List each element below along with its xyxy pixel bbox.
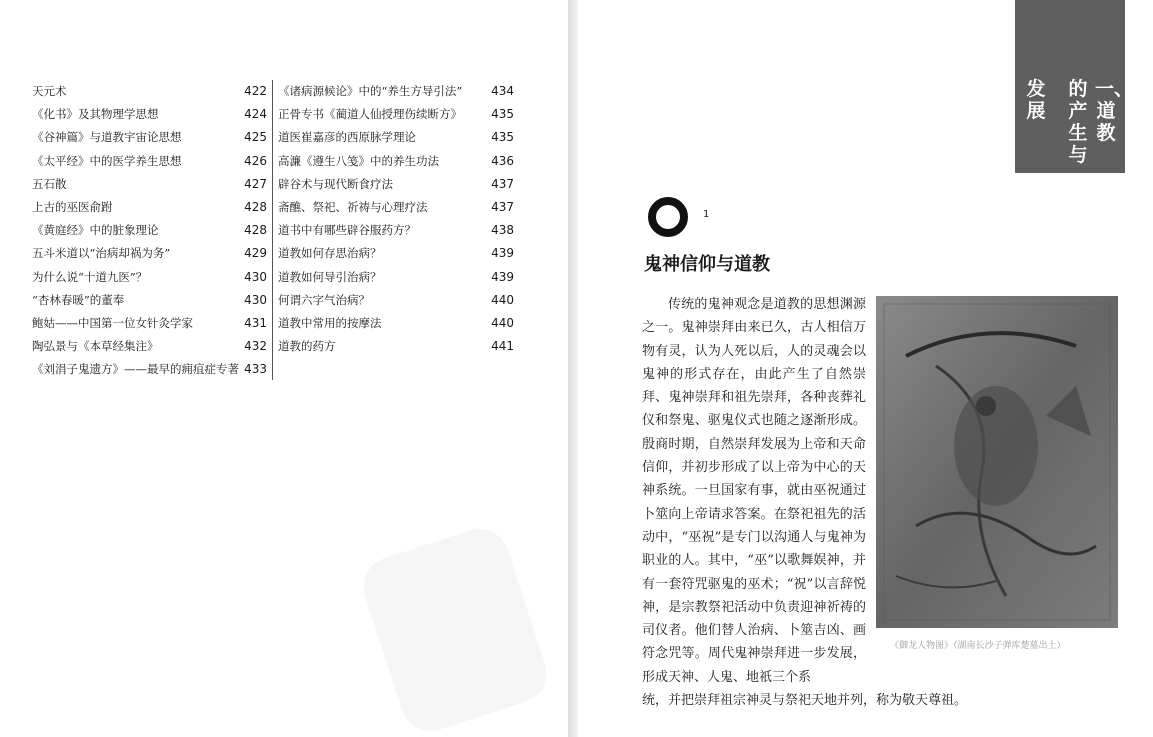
toc-entry-page-number: 430 — [244, 292, 267, 307]
toc-entry-page-number: 437 — [491, 176, 514, 191]
toc-entry-page-number: 426 — [244, 153, 267, 168]
toc-entry-page-number: 438 — [491, 223, 514, 238]
toc-entry-title: 《刘涓子鬼遗方》——最早的痈疽症专著 — [32, 362, 239, 377]
toc-entry — [32, 312, 267, 335]
body-text — [642, 293, 866, 689]
toc-entry-title: 《太平经》中的医学养生思想 — [32, 153, 182, 168]
toc-entry — [32, 150, 267, 173]
toc-entry-title: 《黄庭经》中的脏象理论 — [32, 223, 159, 238]
chapter-page — [578, 0, 1153, 737]
toc-entry — [278, 126, 514, 149]
toc-entry-title: 陶弘景与《本草经集注》 — [32, 339, 159, 354]
toc-entry-page-number: 436 — [491, 153, 514, 168]
toc-entry-title: 斋醮、祭祀、祈祷与心理疗法 — [278, 199, 428, 214]
toc-entry — [278, 266, 514, 289]
section-banner-line-1: 一、道教 — [1095, 78, 1134, 144]
toc-entry — [32, 173, 267, 196]
toc-entry — [278, 173, 514, 196]
toc-entry-page-number: 428 — [244, 223, 267, 238]
toc-entry — [32, 242, 267, 265]
toc-entry-page-number: 429 — [244, 246, 267, 261]
chapter-title: 鬼神信仰与道教 — [644, 254, 770, 275]
toc-entry-title: 五石散 — [32, 176, 67, 191]
toc-entry — [278, 80, 514, 103]
book-gutter — [568, 0, 578, 737]
toc-entry-title: 道教如何导引治病？ — [278, 269, 382, 284]
toc-entry-title: 鲍姑——中国第一位女针灸学家 — [32, 315, 193, 330]
body-last-line: 统，并把崇拜祖宗神灵与祭祀天地并列，称为敬天尊祖。 — [642, 693, 968, 708]
toc-entry — [278, 103, 514, 126]
toc-entry-title: 为什么说“十道九医”？ — [32, 269, 148, 284]
toc-entry — [278, 150, 514, 173]
toc-page — [0, 0, 568, 737]
toc-entry-page-number: 432 — [244, 339, 267, 354]
toc-entry — [32, 126, 267, 149]
toc-entry-page-number: 440 — [491, 292, 514, 307]
toc-entry — [32, 266, 267, 289]
toc-entry-page-number: 437 — [491, 199, 514, 214]
toc-entry-page-number: 427 — [244, 176, 267, 191]
toc-entry-title: 天元术 — [32, 84, 67, 98]
figure-caption: 《御龙人物图》（湖南长沙子弹库楚墓出土） — [890, 641, 1066, 651]
toc-entry-page-number: 425 — [244, 130, 267, 145]
watermark-stamp — [356, 521, 554, 737]
toc-entry-page-number: 439 — [491, 246, 514, 261]
toc-entry — [32, 103, 267, 126]
toc-entry — [32, 335, 267, 358]
toc-entry-page-number: 439 — [491, 269, 514, 284]
toc-entry-title: 辟谷术与现代断食疗法 — [278, 176, 393, 191]
toc-column-divider — [272, 80, 273, 380]
toc-entry — [278, 312, 514, 335]
toc-entry-page-number: 435 — [491, 130, 514, 145]
toc-entry-page-number: 422 — [244, 84, 267, 98]
toc-entry — [278, 196, 514, 219]
toc-entry — [278, 335, 514, 358]
toc-entry-title: 道教如何存思治病？ — [278, 246, 382, 261]
toc-entry-title: 道教的药方 — [278, 339, 336, 354]
section-banner — [1015, 0, 1134, 173]
toc-entry-page-number: 440 — [491, 315, 514, 330]
chapter-number: 1 — [703, 209, 710, 220]
toc-entry-title: 《诸病源候论》中的“养生方导引法” — [278, 84, 463, 98]
toc-entry-page-number: 428 — [244, 199, 267, 214]
toc-entry — [32, 196, 267, 219]
toc-entry — [278, 242, 514, 265]
toc-entry — [278, 289, 514, 312]
toc-column-right — [278, 80, 514, 358]
section-banner-line-3: 发展 — [1026, 78, 1046, 122]
toc-entry-page-number: 435 — [491, 107, 514, 122]
toc-entry — [32, 289, 267, 312]
toc-entry-page-number: 441 — [491, 339, 514, 354]
toc-entry-title: 道教中常用的按摩法 — [278, 315, 382, 330]
toc-entry-title: 《谷神篇》与道教宇宙论思想 — [32, 130, 182, 145]
toc-entry-title: 高濂《遵生八笺》中的养生功法 — [278, 153, 439, 168]
toc-entry-title: 五斗米道以“治病却祸为务” — [32, 246, 171, 261]
chapter-ring-icon — [648, 197, 688, 237]
section-banner-line-2: 的产生与 — [1068, 78, 1088, 166]
toc-entry-page-number: 434 — [491, 84, 514, 98]
toc-column-left — [32, 80, 267, 381]
toc-entry-page-number: 431 — [244, 315, 267, 330]
toc-entry — [32, 80, 267, 103]
toc-entry-title: 上古的巫医俞跗 — [32, 199, 113, 214]
toc-entry — [32, 219, 267, 242]
toc-entry-title: 道医崔嘉彦的西原脉学理论 — [278, 130, 416, 145]
toc-entry — [32, 358, 267, 381]
toc-entry-title: “杏林春暖”的董奉 — [32, 292, 125, 307]
painting-illustration — [876, 296, 1118, 628]
toc-entry-title: 道书中有哪些辟谷服药方？ — [278, 223, 416, 238]
toc-entry-page-number: 430 — [244, 269, 267, 284]
toc-entry-page-number: 433 — [244, 362, 267, 377]
toc-entry-title: 《化书》及其物理学思想 — [32, 107, 159, 122]
toc-entry-page-number: 424 — [244, 107, 267, 122]
toc-entry-title: 正骨专书《蔺道人仙授理伤续断方》 — [278, 107, 462, 122]
body-paragraph: 传统的鬼神观念是道教的思想渊源之一。鬼神崇拜由来已久，古人相信万物有灵，认为人死以后，人的灵魂会以鬼神的形式存在，由此产生了自然崇拜、鬼神崇拜和祖先崇拜，各种丧葬礼仪和祭鬼、驱鬼仪式也随之逐渐形成。殷商时期，自然崇拜发展为上帝和天命信仰，并初步形成了以上帝为中心的天神系统。一旦国家有事，就由巫祝通过卜筮向上帝请求答案。在祭祀祖先的活动中，“巫祝”是专门以沟通人与鬼神为职业的人。其中，“巫”以歌舞娱神，并有一套符咒驱鬼的巫术；“祝”以言辞悦神，是宗教祭祀活动中负责迎神祈祷的司仪者。他们替人治病、卜筮吉凶、画符念咒等。周代鬼神崇拜进一步发展，形成天神、人鬼、地祇三个系 — [642, 297, 866, 685]
toc-entry-title: 何谓六字气治病？ — [278, 292, 370, 307]
toc-entry — [278, 219, 514, 242]
